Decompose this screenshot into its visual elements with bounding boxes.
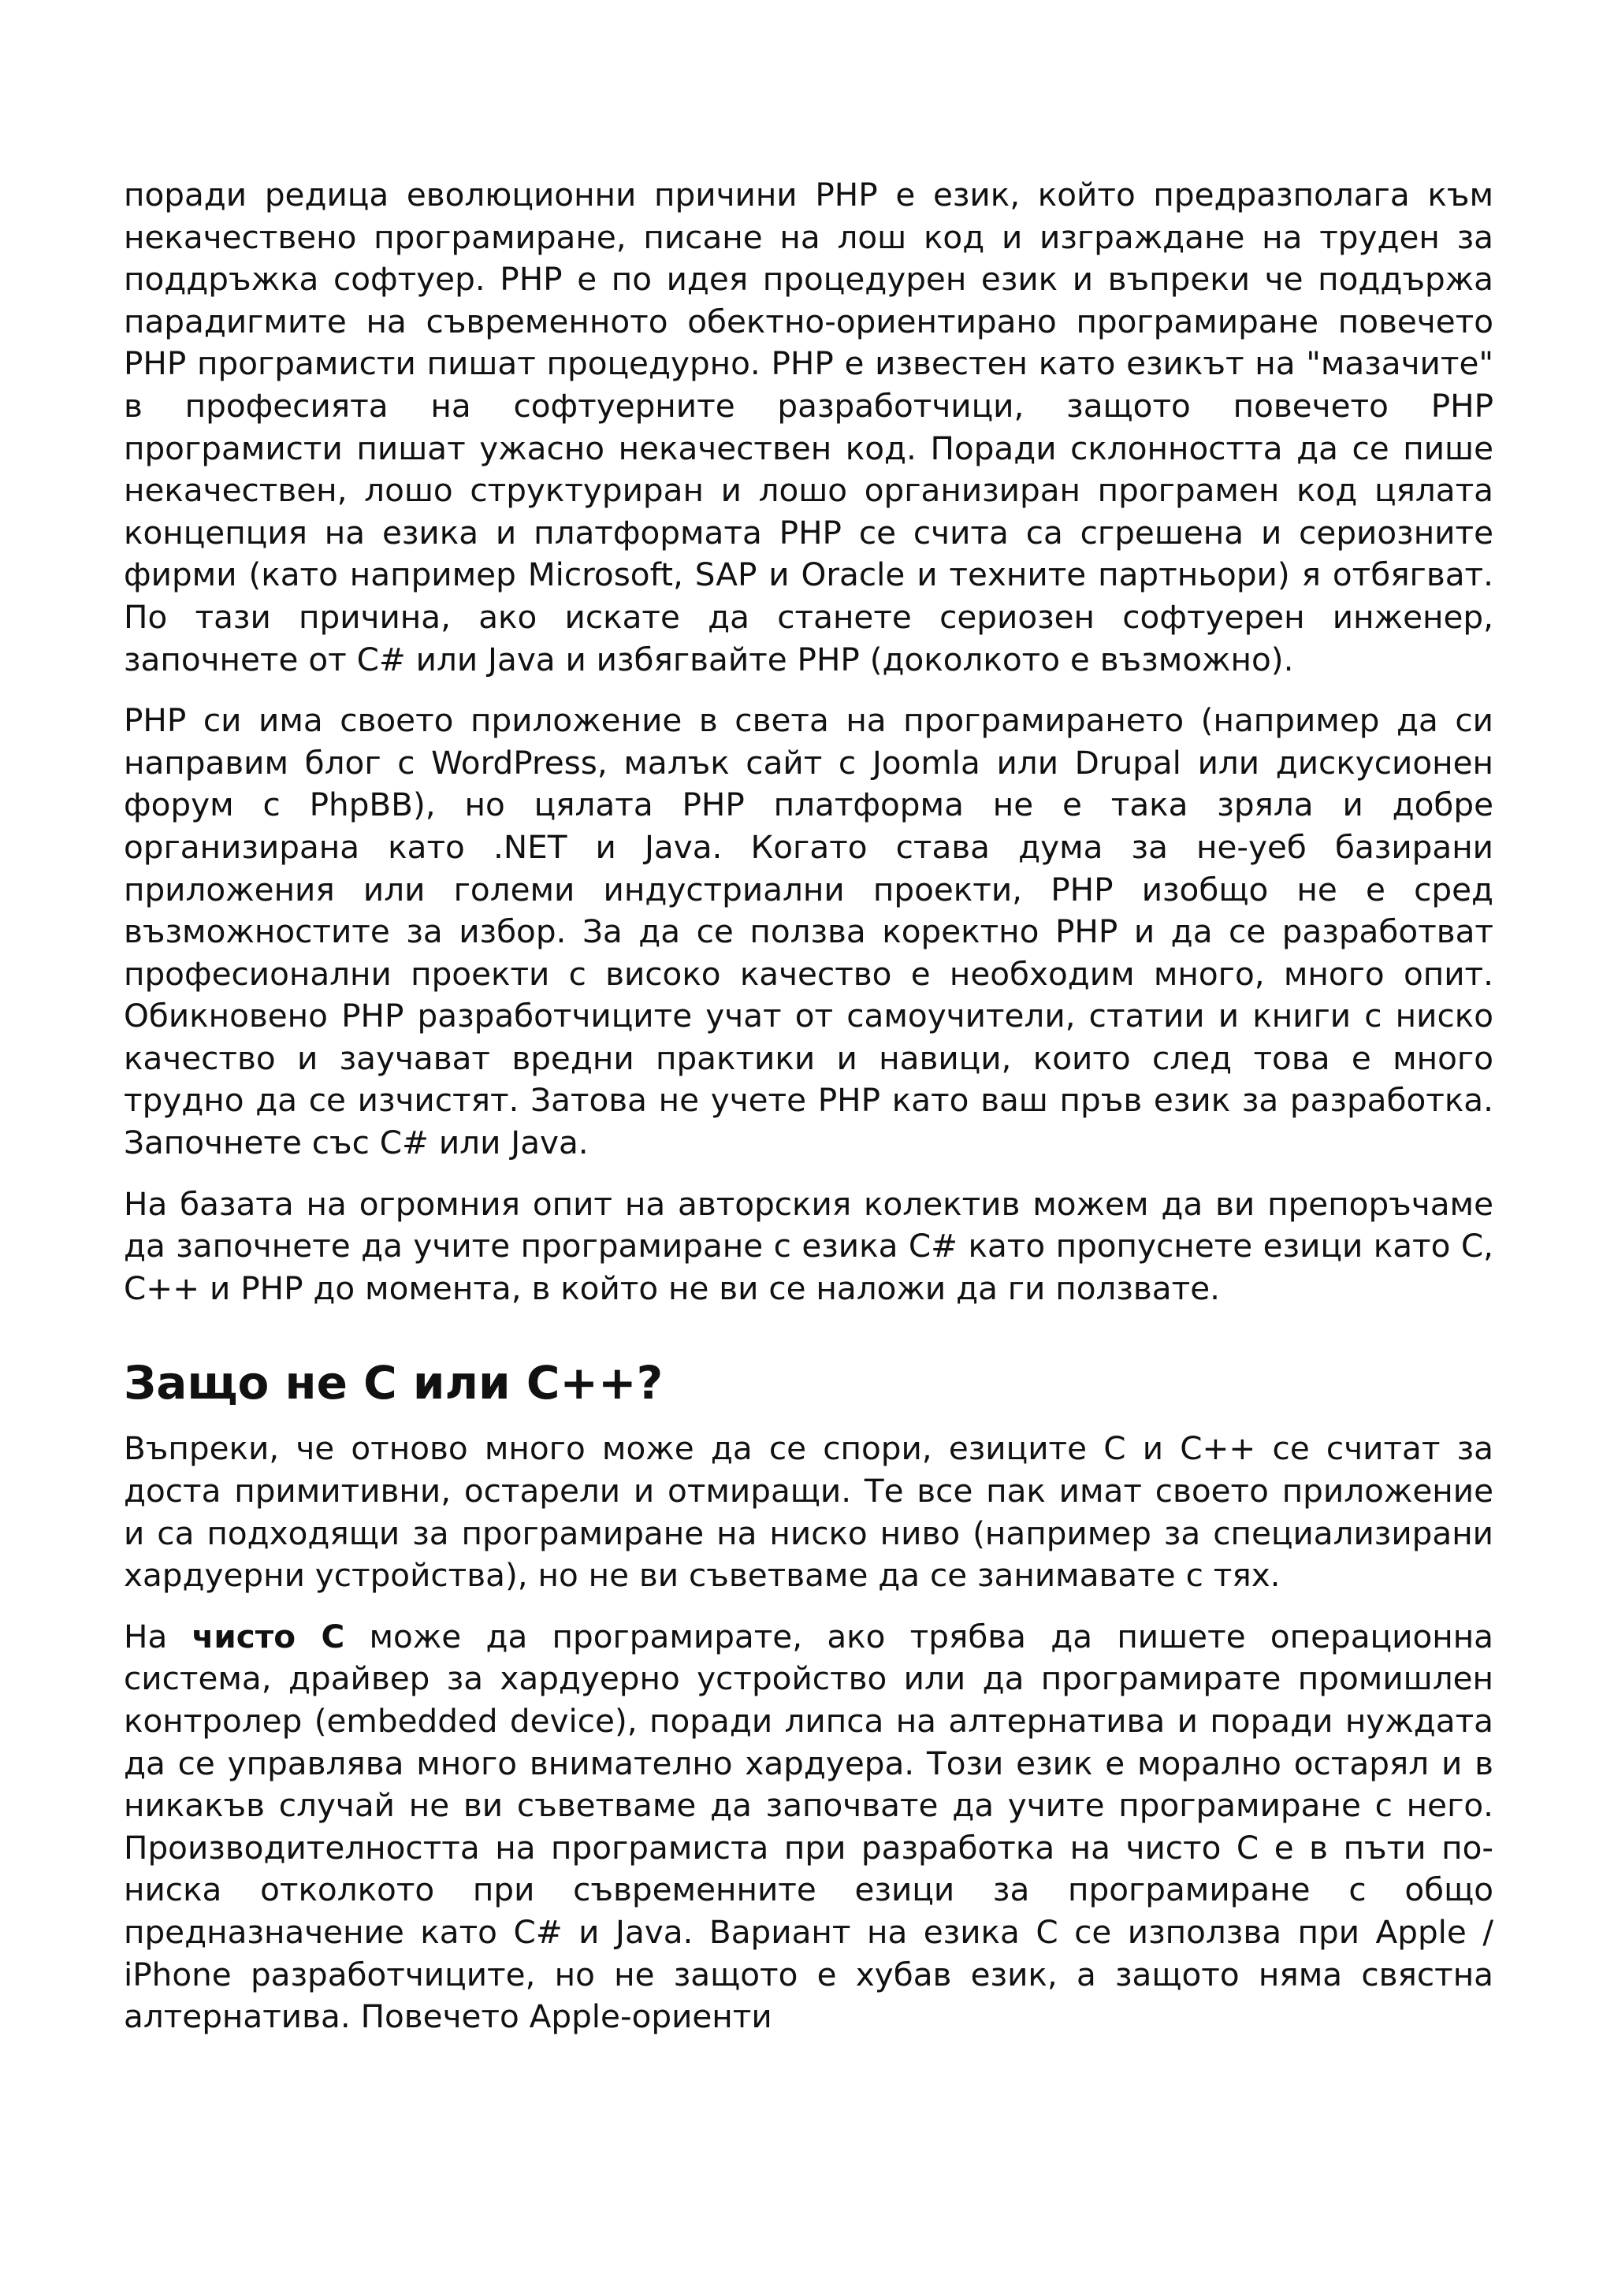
paragraph-recommendation: На базата на огромния опит на авторския колектив можем да ви препоръчаме да започнете да учите програмиране с езика C# като пропуснете езици като C, C++ и PHP до момента, в който не ви се наложи да ги ползвате. <box>124 1184 1493 1307</box>
paragraph-pure-c-bold-term: чисто C <box>192 1617 345 1655</box>
paragraph-pure-c-rest: може да програмирате, ако трябва да пишете операционна система, драйвер за хардуерно устройство или да програмирате промишлен контролер (embedded device), поради липса на алтернатива и поради нуждата да се управлява много внимателно хардуера. Този език е морално остарял и в никакъв случай не ви съветваме да започвате да учите програмиране с него. Производителността на програмиста при разработка на чисто C е в пъти по-ниска отколкото при съвременните езици за програмиране с общо предназначение като C# и Java. Вариант на езика C се използва при Apple / iPhone разработчиците, но не защото е хубав език, а защото няма свястна алтернатива. Повечето Apple-ориенти <box>124 1617 1494 2036</box>
document-page <box>124 174 1493 2057</box>
section-heading: Защо не C или C++? <box>124 1356 664 1410</box>
paragraph-php-quality: поради редица еволюционни причини PHP е език, който предразполага към некачествено програмиране, писане на лош код и изграждане на труден за поддръжка софтуер. PHP е по идея процедурен език и въпреки че поддържа парадигмите на съвременното обектно-ориентирано програмиране повечето PHP програмисти пишат процедурно. PHP е известен като езикът на "мазачите" в професията на софтуерните разработчици, защото повечето PHP програмисти пишат ужасно некачествен код. Поради склонността да се пише некачествен, лошо структуриран и лошо организиран програмен код цялата концепция на езика и платформата PHP се счита са сгрешена и сериозните фирми (като например Microsoft, SAP и Oracle и техните партньори) я отбягват. По тази причина, ако искате да станете сериозен софтуерен инженер, започнете от C# или Java и избягвайте PHP (доколкото е възможно). <box>124 176 1493 678</box>
paragraph-pure-c-lead: На <box>124 1617 192 1655</box>
paragraph-php-usage: PHP си има своето приложение в света на програмирането (например да си направим блог с WordPress, малък сайт с Joomla или Drupal или дискусионен форум с PhpBB), но цялата PHP платформа не е така зряла и добре организирана като .NET и Java. Когато става дума за не-уеб базирани приложения или големи индустриални проекти, PHP изобщо не е сред възможностите за избор. За да се ползва коректно PHP и да се разработват професионални проекти с високо качество е необходим много, много опит. Обикновено PHP разработчиците учат от самоучители, статии и книги с ниско качество и заучават вредни практики и навици, които след това е много трудно да се изчистят. Затова не учете PHP като ваш пръв език за разработка. Започнете със C# или Java. <box>124 701 1493 1162</box>
paragraph-pure-c <box>124 1616 1493 2038</box>
paragraph-c-cpp-intro: Въпреки, че отново много може да се спори, езиците C и C++ се считат за доста примитивни, остарели и отмиращи. Те все пак имат своето приложение и са подходящи за програмиране на ниско ниво (например за специализирани хардуерни устройства), но не ви съветваме да се занимавате с тях. <box>124 1429 1493 1595</box>
